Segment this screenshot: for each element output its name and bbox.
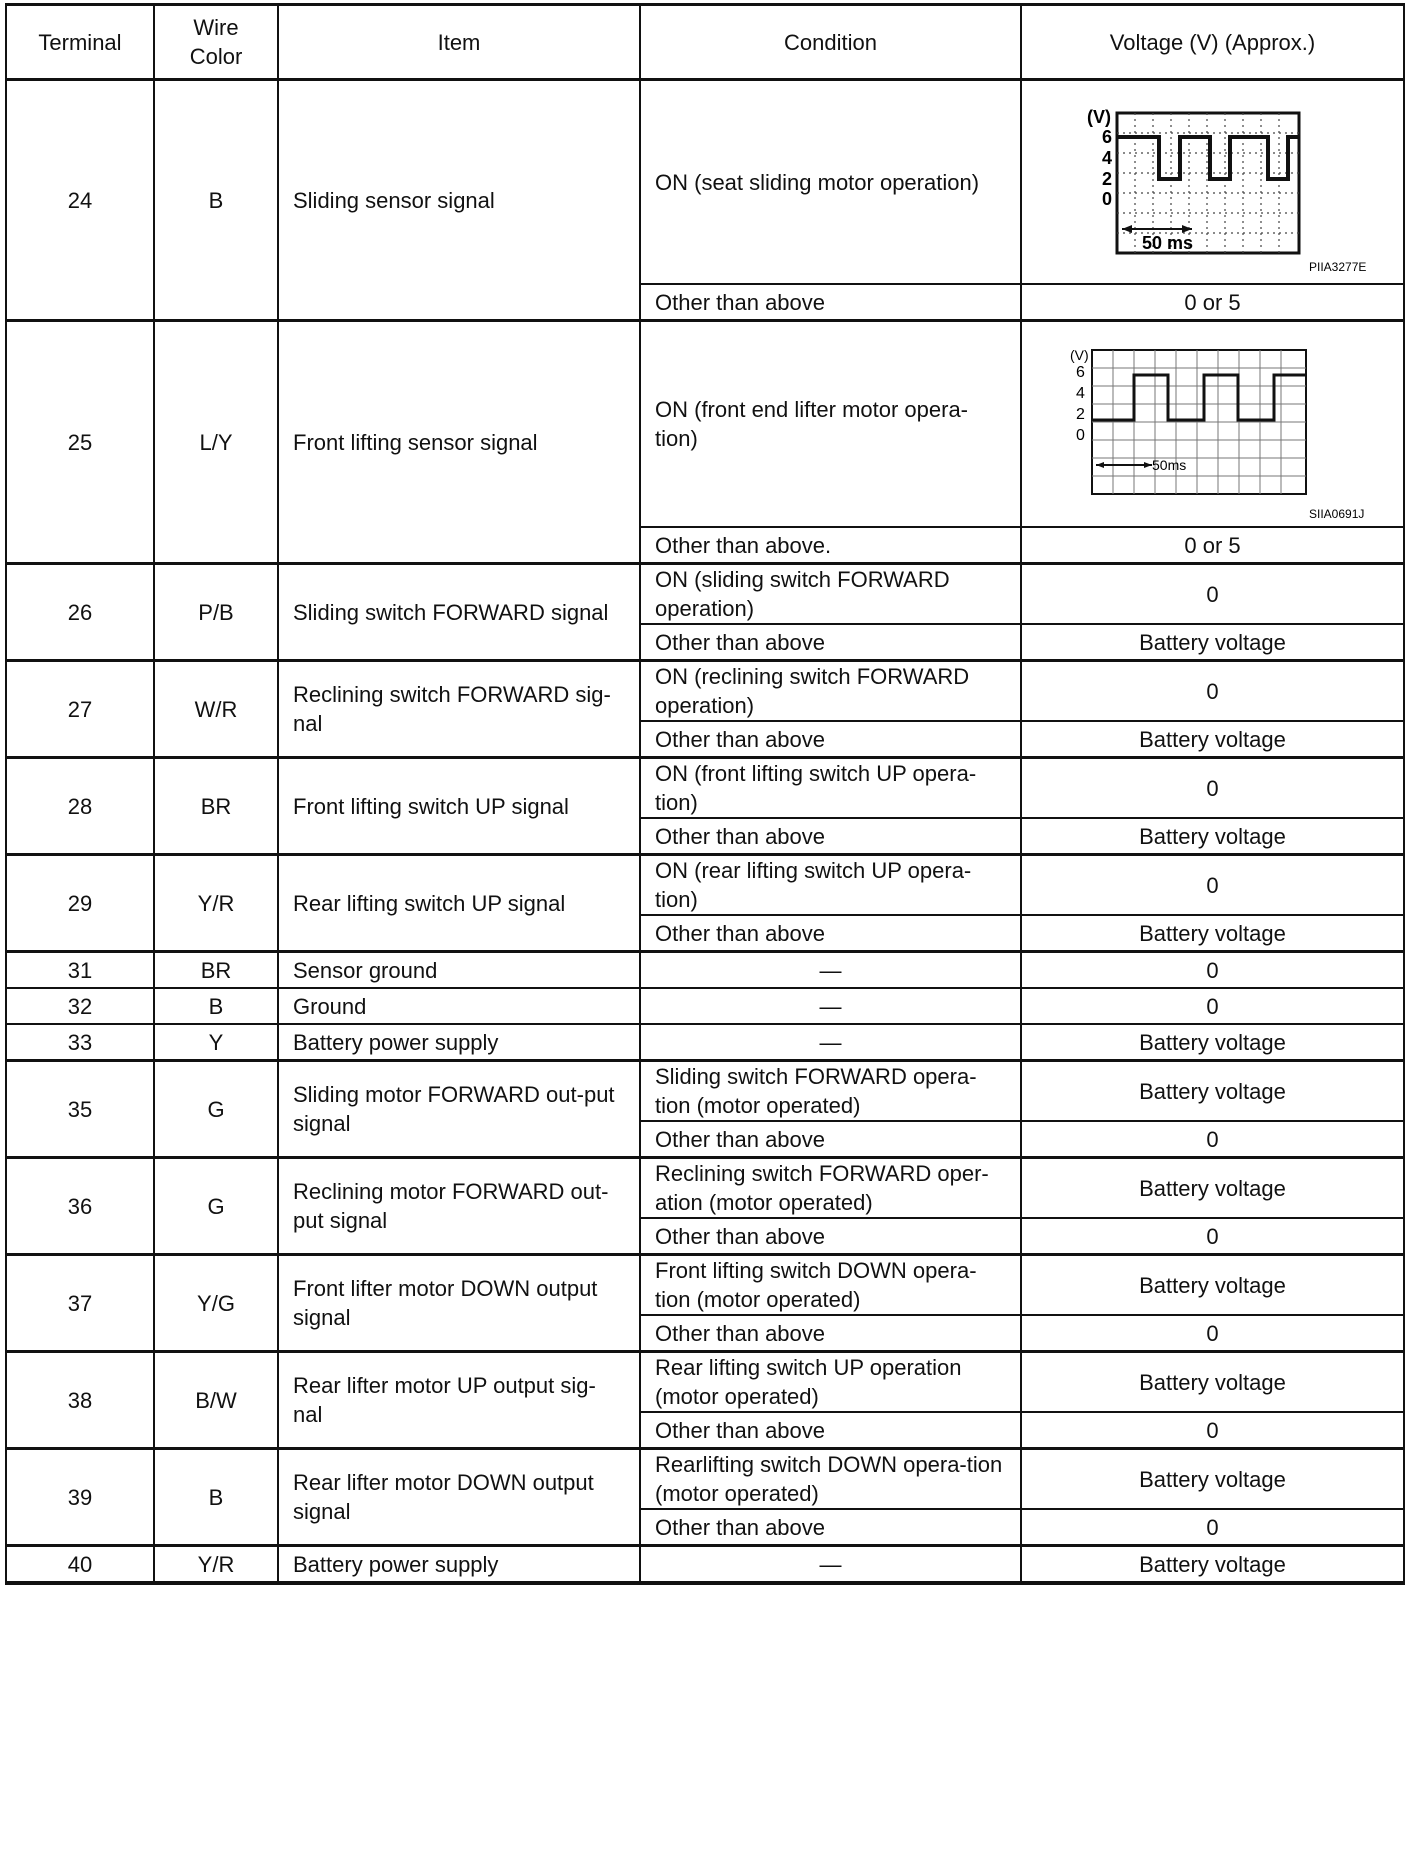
header-row [6,5,1404,80]
voltage-cell: 0 [1021,1412,1404,1449]
waveform-chart-24 [1022,81,1403,283]
table-row [6,1449,1404,1510]
condition-cell: — [640,1546,1021,1584]
item-cell: Rear lifting switch UP signal [278,855,640,952]
waveform-tick: 2 [1076,406,1085,423]
item-cell: Sliding motor FORWARD out-put signal [278,1061,640,1158]
wire-color-cell: G [154,1158,278,1255]
table-row [6,321,1404,528]
condition-cell: ON (sliding switch FORWARD operation) [640,564,1021,625]
figure-id: SIIA0691J [1309,507,1365,521]
wire-color-cell: G [154,1061,278,1158]
wire-color-cell: B [154,988,278,1024]
header-terminal: Terminal [6,5,154,80]
voltage-cell: Battery voltage [1021,1352,1404,1413]
header-item: Item [278,5,640,80]
condition-cell: Sliding switch FORWARD opera-tion (motor operated) [640,1061,1021,1122]
voltage-cell: Battery voltage [1021,1449,1404,1510]
item-cell: Battery power supply [278,1024,640,1061]
figure-id: PIIA3277E [1309,260,1367,274]
waveform-tick: 0 [1076,427,1085,444]
terminal-cell: 37 [6,1255,154,1352]
table-row [6,758,1404,819]
terminal-spec-table [5,3,1405,1585]
item-cell: Rear lifter motor UP output sig-nal [278,1352,640,1449]
voltage-cell: Battery voltage [1021,1158,1404,1219]
condition-cell: Other than above [640,1121,1021,1158]
waveform-tick: 6 [1076,364,1085,381]
wire-color-cell: B [154,1449,278,1546]
waveform-tick: 2 [1102,169,1113,189]
waveform-unit: (V) [1087,107,1111,127]
wire-color-cell: BR [154,952,278,989]
table-row [6,1061,1404,1122]
condition-cell: Reclining switch FORWARD oper-ation (motor operated) [640,1158,1021,1219]
item-cell: Sliding switch FORWARD signal [278,564,640,661]
item-cell: Sensor ground [278,952,640,989]
waveform-tick: 4 [1076,385,1085,402]
condition-cell: ON (front end lifter motor opera-tion) [640,321,1021,528]
item-cell: Front lifting sensor signal [278,321,640,564]
voltage-cell: 0 [1021,855,1404,916]
wire-color-cell: B/W [154,1352,278,1449]
wire-color-cell: L/Y [154,321,278,564]
voltage-cell: 0 [1021,988,1404,1024]
waveform-unit: (V) [1070,347,1089,363]
voltage-cell: 0 [1021,952,1404,989]
waveform-cell [1021,80,1404,285]
voltage-cell: 0 or 5 [1021,527,1404,564]
waveform-tick: 4 [1102,148,1113,168]
condition-cell: Rearlifting switch DOWN opera-tion (motor operated) [640,1449,1021,1510]
waveform-tick: 0 [1102,189,1113,209]
voltage-cell: 0 [1021,1121,1404,1158]
table-row [6,952,1404,989]
item-cell: Front lifting switch UP signal [278,758,640,855]
wire-color-cell: Y/R [154,1546,278,1584]
terminal-cell: 29 [6,855,154,952]
condition-cell: Other than above [640,721,1021,758]
header-voltage: Voltage (V) (Approx.) [1021,5,1404,80]
condition-cell: Rear lifting switch UP operation (motor operated) [640,1352,1021,1413]
item-cell: Battery power supply [278,1546,640,1584]
condition-cell: Other than above. [640,527,1021,564]
voltage-cell: 0 [1021,1315,1404,1352]
condition-cell: Other than above [640,284,1021,321]
condition-cell: ON (seat sliding motor operation) [640,80,1021,285]
condition-cell: Other than above [640,818,1021,855]
condition-cell: Other than above [640,1315,1021,1352]
header-condition: Condition [640,5,1021,80]
terminal-cell: 27 [6,661,154,758]
wire-color-cell: W/R [154,661,278,758]
waveform-tick: 6 [1102,127,1113,147]
wire-color-cell: Y [154,1024,278,1061]
voltage-cell: Battery voltage [1021,1546,1404,1584]
table-row [6,1546,1404,1584]
terminal-cell: 39 [6,1449,154,1546]
item-cell: Front lifter motor DOWN output signal [278,1255,640,1352]
voltage-cell: Battery voltage [1021,818,1404,855]
voltage-cell: 0 [1021,1509,1404,1546]
wire-color-cell: Y/G [154,1255,278,1352]
condition-cell: ON (front lifting switch UP opera-tion) [640,758,1021,819]
condition-cell: — [640,988,1021,1024]
voltage-cell: Battery voltage [1021,721,1404,758]
terminal-cell: 32 [6,988,154,1024]
condition-cell: Front lifting switch DOWN opera-tion (motor operated) [640,1255,1021,1316]
wire-color-cell: Y/R [154,855,278,952]
terminal-cell: 40 [6,1546,154,1584]
table-row [6,1158,1404,1219]
voltage-cell: 0 [1021,758,1404,819]
wire-color-cell: P/B [154,564,278,661]
item-cell: Ground [278,988,640,1024]
voltage-cell: 0 [1021,661,1404,722]
item-cell: Sliding sensor signal [278,80,640,321]
item-cell: Rear lifter motor DOWN output signal [278,1449,640,1546]
terminal-cell: 31 [6,952,154,989]
table-row [6,1352,1404,1413]
item-cell: Reclining motor FORWARD out-put signal [278,1158,640,1255]
condition-cell: Other than above [640,915,1021,952]
terminal-cell: 33 [6,1024,154,1061]
voltage-cell: Battery voltage [1021,1255,1404,1316]
voltage-cell: 0 or 5 [1021,284,1404,321]
terminal-cell: 36 [6,1158,154,1255]
table-row [6,855,1404,916]
terminal-cell: 25 [6,321,154,564]
item-cell: Reclining switch FORWARD sig-nal [278,661,640,758]
voltage-cell: 0 [1021,564,1404,625]
condition-cell: Other than above [640,1509,1021,1546]
condition-cell: Other than above [640,624,1021,661]
table-row [6,1024,1404,1061]
voltage-cell: 0 [1021,1218,1404,1255]
waveform-cell [1021,321,1404,528]
table-row [6,1255,1404,1316]
terminal-cell: 28 [6,758,154,855]
waveform-period: 50 ms [1142,233,1194,253]
table-row [6,661,1404,722]
wire-color-cell: B [154,80,278,321]
terminal-cell: 24 [6,80,154,321]
condition-cell: — [640,952,1021,989]
waveform-chart-25 [1022,322,1403,526]
condition-cell: ON (reclining switch FORWARD operation) [640,661,1021,722]
terminal-cell: 26 [6,564,154,661]
table-row [6,988,1404,1024]
wire-color-cell: BR [154,758,278,855]
terminal-cell: 35 [6,1061,154,1158]
condition-cell: ON (rear lifting switch UP opera-tion) [640,855,1021,916]
condition-cell: Other than above [640,1412,1021,1449]
voltage-cell: Battery voltage [1021,624,1404,661]
condition-cell: — [640,1024,1021,1061]
terminal-cell: 38 [6,1352,154,1449]
voltage-cell: Battery voltage [1021,1061,1404,1122]
table-row [6,564,1404,625]
voltage-cell: Battery voltage [1021,915,1404,952]
condition-cell: Other than above [640,1218,1021,1255]
waveform-period: 50ms [1152,457,1187,473]
table-row [6,80,1404,285]
header-wire-color: Wire Color [154,5,278,80]
voltage-cell: Battery voltage [1021,1024,1404,1061]
